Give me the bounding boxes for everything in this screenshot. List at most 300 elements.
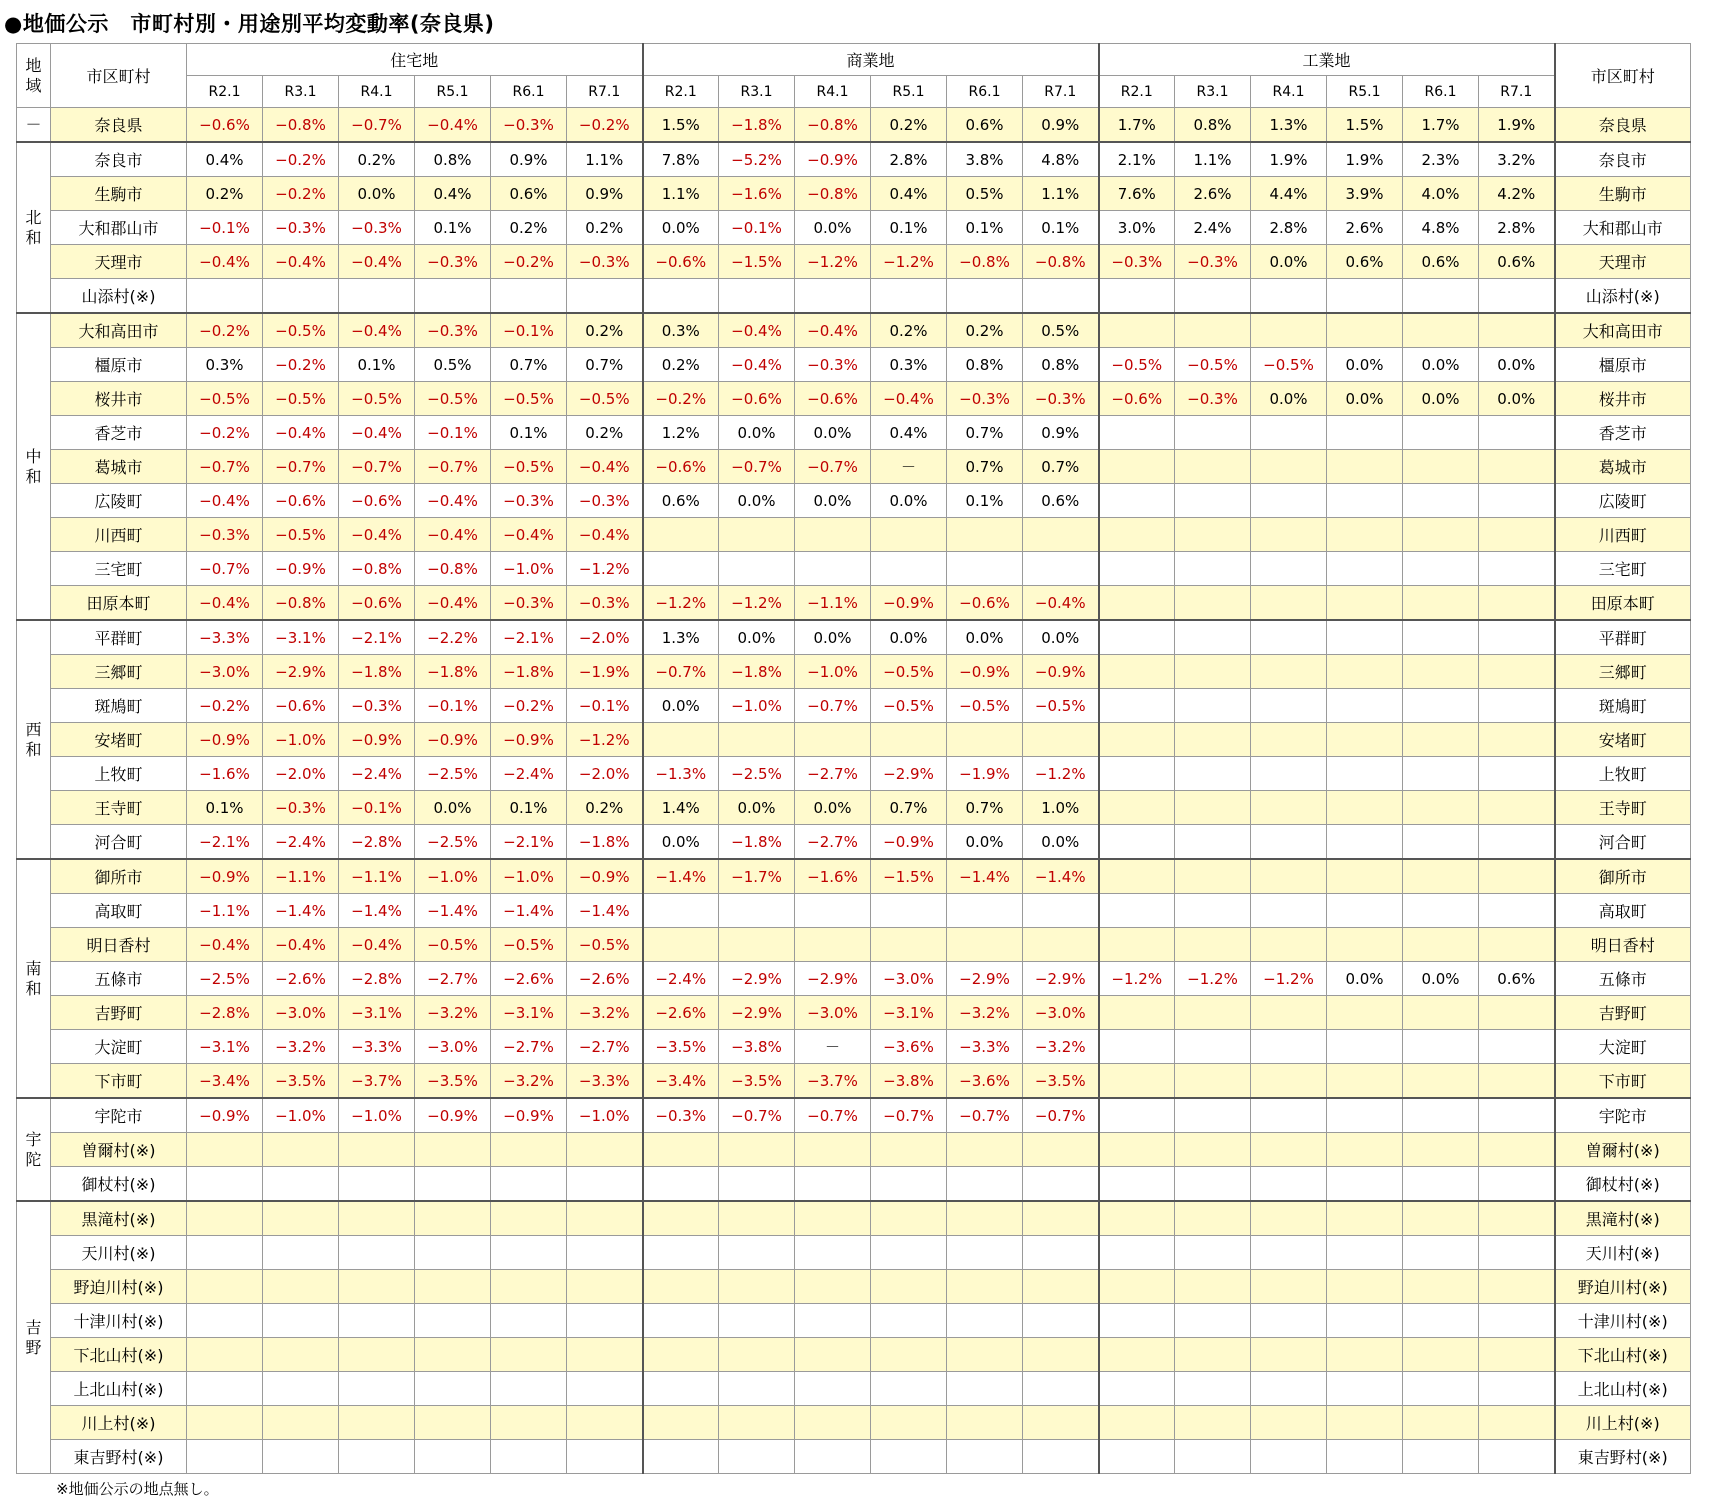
rate-cell: −2.0% bbox=[567, 620, 643, 655]
rate-cell bbox=[567, 1406, 643, 1440]
rate-cell: −0.3% bbox=[263, 211, 339, 245]
rate-cell bbox=[1251, 279, 1327, 314]
rate-cell bbox=[643, 928, 719, 962]
rate-cell bbox=[1327, 1304, 1403, 1338]
rate-cell bbox=[1099, 791, 1175, 825]
rate-cell: 0.4% bbox=[415, 177, 491, 211]
municipality-name: 大和高田市 bbox=[51, 313, 187, 348]
rate-cell bbox=[871, 552, 947, 586]
rate-cell: 1.7% bbox=[1099, 108, 1175, 143]
municipality-name-right: 宇陀市 bbox=[1555, 1098, 1691, 1133]
rate-cell bbox=[415, 1440, 491, 1474]
rate-cell: −0.5% bbox=[491, 450, 567, 484]
rate-cell bbox=[1479, 996, 1555, 1030]
rate-cell: −0.6% bbox=[795, 382, 871, 416]
municipality-name: 大淀町 bbox=[51, 1030, 187, 1064]
rate-cell bbox=[719, 1372, 795, 1406]
rate-cell bbox=[1099, 1338, 1175, 1372]
rate-cell: 2.8% bbox=[871, 142, 947, 177]
rate-cell bbox=[719, 723, 795, 757]
rate-cell bbox=[1403, 1133, 1479, 1167]
municipality-name-right: 天理市 bbox=[1555, 245, 1691, 279]
rate-cell: 0.0% bbox=[415, 791, 491, 825]
rate-cell: −0.7% bbox=[795, 450, 871, 484]
table-row bbox=[17, 1167, 1691, 1202]
rate-cell: 0.8% bbox=[1175, 108, 1251, 143]
municipality-name: 黒滝村(※) bbox=[51, 1201, 187, 1236]
rate-cell bbox=[1099, 655, 1175, 689]
rate-cell bbox=[339, 1372, 415, 1406]
rate-cell: −0.1% bbox=[187, 211, 263, 245]
rate-cell: 0.1% bbox=[871, 211, 947, 245]
rate-cell bbox=[1175, 313, 1251, 348]
rate-cell: −0.9% bbox=[339, 723, 415, 757]
rate-cell: 1.3% bbox=[1251, 108, 1327, 143]
rate-cell bbox=[187, 1201, 263, 1236]
header-year: R2.1 bbox=[643, 76, 719, 108]
rate-cell: −3.3% bbox=[947, 1030, 1023, 1064]
rate-cell bbox=[567, 1270, 643, 1304]
rate-cell: −2.8% bbox=[339, 825, 415, 860]
rate-cell: −0.7% bbox=[795, 689, 871, 723]
rate-cell: −2.4% bbox=[643, 962, 719, 996]
rate-cell bbox=[1479, 689, 1555, 723]
rate-cell: −0.7% bbox=[187, 552, 263, 586]
rate-cell bbox=[1403, 1304, 1479, 1338]
table-row bbox=[17, 962, 1691, 996]
rate-cell bbox=[947, 279, 1023, 314]
rate-cell: −3.7% bbox=[795, 1064, 871, 1099]
rate-cell: −0.5% bbox=[263, 382, 339, 416]
rate-cell bbox=[339, 1236, 415, 1270]
rate-cell bbox=[947, 1201, 1023, 1236]
rate-cell bbox=[1175, 1098, 1251, 1133]
rate-cell: 0.0% bbox=[795, 620, 871, 655]
rate-cell: 2.8% bbox=[1479, 211, 1555, 245]
rate-cell bbox=[339, 1167, 415, 1202]
rate-cell bbox=[1023, 1133, 1099, 1167]
rate-cell: −0.3% bbox=[1023, 382, 1099, 416]
rate-cell bbox=[1023, 928, 1099, 962]
rate-cell: 0.2% bbox=[871, 313, 947, 348]
rate-cell bbox=[1327, 1201, 1403, 1236]
rate-cell: −1.1% bbox=[263, 859, 339, 894]
rate-cell bbox=[1251, 655, 1327, 689]
rate-cell: 1.5% bbox=[1327, 108, 1403, 143]
rate-cell: 0.4% bbox=[187, 142, 263, 177]
table-row bbox=[17, 313, 1691, 348]
rate-cell bbox=[643, 1304, 719, 1338]
rate-cell: −3.2% bbox=[947, 996, 1023, 1030]
rate-cell: −0.5% bbox=[567, 928, 643, 962]
rate-cell bbox=[339, 1440, 415, 1474]
rate-cell bbox=[1175, 518, 1251, 552]
rate-cell bbox=[187, 1167, 263, 1202]
rate-cell: −0.8% bbox=[263, 586, 339, 621]
rate-cell bbox=[1175, 1304, 1251, 1338]
rate-cell: −0.5% bbox=[947, 689, 1023, 723]
table-row bbox=[17, 211, 1691, 245]
rate-cell: −0.4% bbox=[187, 586, 263, 621]
rate-cell bbox=[415, 1236, 491, 1270]
table-row bbox=[17, 484, 1691, 518]
municipality-name: 斑鳩町 bbox=[51, 689, 187, 723]
municipality-name: 高取町 bbox=[51, 894, 187, 928]
rate-cell: −2.7% bbox=[415, 962, 491, 996]
rate-cell: −2.2% bbox=[415, 620, 491, 655]
rate-cell bbox=[1175, 859, 1251, 894]
rate-cell bbox=[415, 1270, 491, 1304]
rate-cell: −1.4% bbox=[491, 894, 567, 928]
rate-cell: −3.4% bbox=[187, 1064, 263, 1099]
rate-cell bbox=[187, 1236, 263, 1270]
rate-cell bbox=[1327, 1372, 1403, 1406]
rate-cell bbox=[795, 894, 871, 928]
rate-cell: −2.4% bbox=[491, 757, 567, 791]
header-municipality-right: 市区町村 bbox=[1555, 44, 1691, 108]
rate-cell bbox=[263, 1167, 339, 1202]
rate-cell: −0.4% bbox=[415, 108, 491, 143]
rate-cell: −2.9% bbox=[871, 757, 947, 791]
rate-cell: −0.4% bbox=[1023, 586, 1099, 621]
rate-cell bbox=[643, 552, 719, 586]
rate-cell bbox=[491, 279, 567, 314]
rate-cell: −3.7% bbox=[339, 1064, 415, 1099]
rate-cell bbox=[1099, 1201, 1175, 1236]
rate-cell bbox=[1403, 620, 1479, 655]
rate-cell: 0.0% bbox=[1403, 962, 1479, 996]
rate-cell bbox=[1327, 757, 1403, 791]
municipality-name: 安堵町 bbox=[51, 723, 187, 757]
table-row bbox=[17, 620, 1691, 655]
rate-cell: −1.2% bbox=[795, 245, 871, 279]
rate-cell bbox=[1023, 1270, 1099, 1304]
rate-cell bbox=[871, 1338, 947, 1372]
rate-cell: −2.9% bbox=[947, 962, 1023, 996]
rate-cell: 0.1% bbox=[491, 416, 567, 450]
rate-cell: −1.8% bbox=[415, 655, 491, 689]
rate-cell: −0.6% bbox=[719, 382, 795, 416]
rate-cell bbox=[1327, 723, 1403, 757]
rate-cell: −0.6% bbox=[947, 586, 1023, 621]
rate-cell: −1.5% bbox=[871, 859, 947, 894]
rate-cell bbox=[1023, 1338, 1099, 1372]
rate-cell: −3.3% bbox=[567, 1064, 643, 1099]
rate-cell bbox=[567, 1440, 643, 1474]
rate-cell: −0.5% bbox=[415, 382, 491, 416]
rate-cell: −0.3% bbox=[1175, 245, 1251, 279]
rate-cell: −0.5% bbox=[491, 928, 567, 962]
rate-cell: −0.4% bbox=[719, 348, 795, 382]
rate-cell bbox=[339, 1133, 415, 1167]
municipality-name-right: 山添村(※) bbox=[1555, 279, 1691, 314]
municipality-name: 桜井市 bbox=[51, 382, 187, 416]
rate-cell bbox=[1327, 859, 1403, 894]
rate-cell bbox=[1099, 450, 1175, 484]
rate-cell bbox=[1327, 689, 1403, 723]
rate-cell: −1.3% bbox=[643, 757, 719, 791]
rate-cell bbox=[1251, 996, 1327, 1030]
rate-cell: 0.1% bbox=[491, 791, 567, 825]
rate-cell bbox=[1175, 996, 1251, 1030]
municipality-name: 御所市 bbox=[51, 859, 187, 894]
municipality-name-right: 葛城市 bbox=[1555, 450, 1691, 484]
table-row bbox=[17, 552, 1691, 586]
rate-cell: −1.2% bbox=[1023, 757, 1099, 791]
municipality-name-right: 香芝市 bbox=[1555, 416, 1691, 450]
municipality-name-right: 奈良市 bbox=[1555, 142, 1691, 177]
rate-cell: −1.4% bbox=[947, 859, 1023, 894]
rate-cell bbox=[1175, 450, 1251, 484]
rate-cell bbox=[643, 894, 719, 928]
rate-cell bbox=[1403, 894, 1479, 928]
rate-cell bbox=[719, 1201, 795, 1236]
rate-cell bbox=[1251, 757, 1327, 791]
rate-cell bbox=[1099, 1372, 1175, 1406]
rate-cell: −0.9% bbox=[187, 723, 263, 757]
rate-cell: 0.2% bbox=[567, 211, 643, 245]
municipality-name: 王寺町 bbox=[51, 791, 187, 825]
municipality-name-right: 御所市 bbox=[1555, 859, 1691, 894]
rate-cell bbox=[567, 1372, 643, 1406]
rate-cell bbox=[1251, 1338, 1327, 1372]
rate-cell: 2.3% bbox=[1403, 142, 1479, 177]
rate-cell bbox=[263, 1440, 339, 1474]
table-row bbox=[17, 416, 1691, 450]
rate-cell: −1.6% bbox=[187, 757, 263, 791]
rate-cell bbox=[1251, 1440, 1327, 1474]
rate-cell bbox=[1099, 1167, 1175, 1202]
rate-cell: −0.8% bbox=[415, 552, 491, 586]
rate-cell: 1.1% bbox=[643, 177, 719, 211]
rate-cell bbox=[1251, 1201, 1327, 1236]
rate-cell: −1.2% bbox=[1251, 962, 1327, 996]
rate-cell: −1.0% bbox=[339, 1098, 415, 1133]
rate-cell: −3.5% bbox=[643, 1030, 719, 1064]
rate-cell: 0.0% bbox=[871, 484, 947, 518]
rate-cell bbox=[1099, 1030, 1175, 1064]
rate-cell: 1.1% bbox=[1023, 177, 1099, 211]
rate-cell bbox=[643, 723, 719, 757]
rate-cell bbox=[187, 1338, 263, 1372]
rate-cell: −0.7% bbox=[947, 1098, 1023, 1133]
rate-cell bbox=[1099, 894, 1175, 928]
region-label: 南和 bbox=[17, 859, 51, 1098]
rate-cell: −0.3% bbox=[263, 791, 339, 825]
rate-cell: −0.5% bbox=[263, 518, 339, 552]
rate-cell bbox=[1403, 313, 1479, 348]
rate-cell bbox=[263, 1338, 339, 1372]
rate-cell bbox=[1099, 1064, 1175, 1099]
rate-cell bbox=[1099, 928, 1175, 962]
rate-cell bbox=[1175, 1372, 1251, 1406]
rate-cell bbox=[567, 279, 643, 314]
rate-cell: −1.0% bbox=[491, 859, 567, 894]
rate-cell: −3.8% bbox=[871, 1064, 947, 1099]
rate-cell: −0.7% bbox=[187, 450, 263, 484]
header-year: R5.1 bbox=[871, 76, 947, 108]
rate-cell: −0.5% bbox=[1023, 689, 1099, 723]
municipality-name-right: 三郷町 bbox=[1555, 655, 1691, 689]
rate-cell: 7.6% bbox=[1099, 177, 1175, 211]
municipality-name-right: 曽爾村(※) bbox=[1555, 1133, 1691, 1167]
rate-cell bbox=[1099, 996, 1175, 1030]
rate-cell bbox=[1175, 791, 1251, 825]
municipality-name: 香芝市 bbox=[51, 416, 187, 450]
table-row bbox=[17, 1440, 1691, 1474]
rate-cell bbox=[719, 928, 795, 962]
rate-cell bbox=[1403, 450, 1479, 484]
rate-cell: −0.3% bbox=[415, 245, 491, 279]
rate-cell bbox=[1251, 1098, 1327, 1133]
rate-cell: −0.4% bbox=[339, 313, 415, 348]
header-year: R3.1 bbox=[263, 76, 339, 108]
rate-cell: － bbox=[795, 1030, 871, 1064]
municipality-name-right: 川上村(※) bbox=[1555, 1406, 1691, 1440]
rate-cell bbox=[1251, 586, 1327, 621]
rate-cell bbox=[871, 1440, 947, 1474]
rate-cell: −0.7% bbox=[1023, 1098, 1099, 1133]
rate-cell bbox=[491, 1201, 567, 1236]
rate-cell: −0.6% bbox=[263, 484, 339, 518]
rate-cell: 7.8% bbox=[643, 142, 719, 177]
municipality-name: 下北山村(※) bbox=[51, 1338, 187, 1372]
municipality-name-right: 橿原市 bbox=[1555, 348, 1691, 382]
rate-cell: −0.1% bbox=[339, 791, 415, 825]
rate-cell bbox=[1175, 1236, 1251, 1270]
rate-cell bbox=[1327, 279, 1403, 314]
rate-cell: −1.2% bbox=[1175, 962, 1251, 996]
rate-cell bbox=[719, 1304, 795, 1338]
rate-cell: −2.9% bbox=[719, 962, 795, 996]
municipality-name: 天理市 bbox=[51, 245, 187, 279]
rate-cell bbox=[1403, 655, 1479, 689]
rate-cell bbox=[1479, 313, 1555, 348]
rate-cell: −0.3% bbox=[567, 484, 643, 518]
municipality-name-right: 生駒市 bbox=[1555, 177, 1691, 211]
rate-cell bbox=[1099, 1440, 1175, 1474]
table-row bbox=[17, 1270, 1691, 1304]
header-year: R5.1 bbox=[1327, 76, 1403, 108]
header-commercial: 商業地 bbox=[643, 44, 1099, 76]
rate-cell: 3.2% bbox=[1479, 142, 1555, 177]
rate-cell bbox=[1327, 996, 1403, 1030]
rate-cell bbox=[567, 1201, 643, 1236]
rate-cell bbox=[1251, 791, 1327, 825]
table-row bbox=[17, 655, 1691, 689]
rate-cell: −3.1% bbox=[491, 996, 567, 1030]
municipality-name-right: 野迫川村(※) bbox=[1555, 1270, 1691, 1304]
rate-cell: 0.0% bbox=[1251, 382, 1327, 416]
rate-cell: −2.5% bbox=[415, 757, 491, 791]
rate-cell bbox=[187, 1440, 263, 1474]
header-residential: 住宅地 bbox=[187, 44, 643, 76]
rate-cell: 0.0% bbox=[795, 211, 871, 245]
rate-cell: 0.6% bbox=[491, 177, 567, 211]
rate-cell: 0.7% bbox=[567, 348, 643, 382]
rate-cell bbox=[1403, 859, 1479, 894]
rate-cell bbox=[1479, 620, 1555, 655]
rate-cell: −0.4% bbox=[339, 518, 415, 552]
region-label: － bbox=[17, 108, 51, 143]
rate-cell: 0.6% bbox=[1327, 245, 1403, 279]
municipality-name: 下市町 bbox=[51, 1064, 187, 1099]
rate-cell bbox=[1479, 723, 1555, 757]
rate-cell bbox=[871, 279, 947, 314]
rate-cell bbox=[1099, 552, 1175, 586]
rate-cell bbox=[643, 1372, 719, 1406]
rate-cell bbox=[795, 1338, 871, 1372]
rate-cell bbox=[1403, 723, 1479, 757]
rate-cell: −2.0% bbox=[263, 757, 339, 791]
rate-cell: 0.7% bbox=[871, 791, 947, 825]
municipality-name: 三宅町 bbox=[51, 552, 187, 586]
rate-cell: 4.8% bbox=[1403, 211, 1479, 245]
rate-cell bbox=[1251, 1270, 1327, 1304]
rate-cell: −2.7% bbox=[795, 757, 871, 791]
rate-cell bbox=[263, 1270, 339, 1304]
rate-cell bbox=[1251, 689, 1327, 723]
rate-cell: −1.1% bbox=[795, 586, 871, 621]
rate-cell bbox=[1403, 1270, 1479, 1304]
rate-cell: −0.2% bbox=[643, 382, 719, 416]
municipality-name: 広陵町 bbox=[51, 484, 187, 518]
rate-cell: 0.8% bbox=[947, 348, 1023, 382]
rate-cell bbox=[1251, 1236, 1327, 1270]
rate-cell: 2.8% bbox=[1251, 211, 1327, 245]
rate-cell bbox=[719, 279, 795, 314]
rate-cell: −1.8% bbox=[491, 655, 567, 689]
rate-cell: −1.7% bbox=[719, 859, 795, 894]
rate-cell: −0.4% bbox=[415, 484, 491, 518]
rate-cell: 1.1% bbox=[1175, 142, 1251, 177]
municipality-name: 曽爾村(※) bbox=[51, 1133, 187, 1167]
rate-cell bbox=[1175, 723, 1251, 757]
rate-cell: 0.2% bbox=[567, 791, 643, 825]
rate-cell bbox=[1175, 552, 1251, 586]
rate-cell bbox=[1479, 484, 1555, 518]
rate-cell bbox=[1479, 859, 1555, 894]
rate-cell bbox=[1023, 1406, 1099, 1440]
rate-cell bbox=[1479, 1304, 1555, 1338]
rate-cell bbox=[567, 1167, 643, 1202]
rate-cell: 0.6% bbox=[1479, 245, 1555, 279]
table-row bbox=[17, 894, 1691, 928]
rate-cell bbox=[1023, 279, 1099, 314]
rate-cell bbox=[1251, 1167, 1327, 1202]
rate-cell: −0.9% bbox=[871, 825, 947, 860]
municipality-name: 葛城市 bbox=[51, 450, 187, 484]
municipality-name: 川上村(※) bbox=[51, 1406, 187, 1440]
rate-cell bbox=[871, 1406, 947, 1440]
municipality-name: 田原本町 bbox=[51, 586, 187, 621]
rate-cell bbox=[491, 1133, 567, 1167]
rate-cell: 0.0% bbox=[719, 620, 795, 655]
rate-cell: −3.4% bbox=[643, 1064, 719, 1099]
rate-cell: −1.2% bbox=[567, 552, 643, 586]
rate-cell: −2.9% bbox=[263, 655, 339, 689]
rate-cell: 0.0% bbox=[1327, 382, 1403, 416]
rate-cell: 0.7% bbox=[491, 348, 567, 382]
rate-cell: −3.2% bbox=[263, 1030, 339, 1064]
rate-cell bbox=[1327, 484, 1403, 518]
rate-cell: −3.1% bbox=[263, 620, 339, 655]
rate-cell bbox=[871, 928, 947, 962]
rate-cell: 1.0% bbox=[1023, 791, 1099, 825]
rate-cell: 0.6% bbox=[643, 484, 719, 518]
rate-cell bbox=[1327, 928, 1403, 962]
rate-cell bbox=[871, 1236, 947, 1270]
